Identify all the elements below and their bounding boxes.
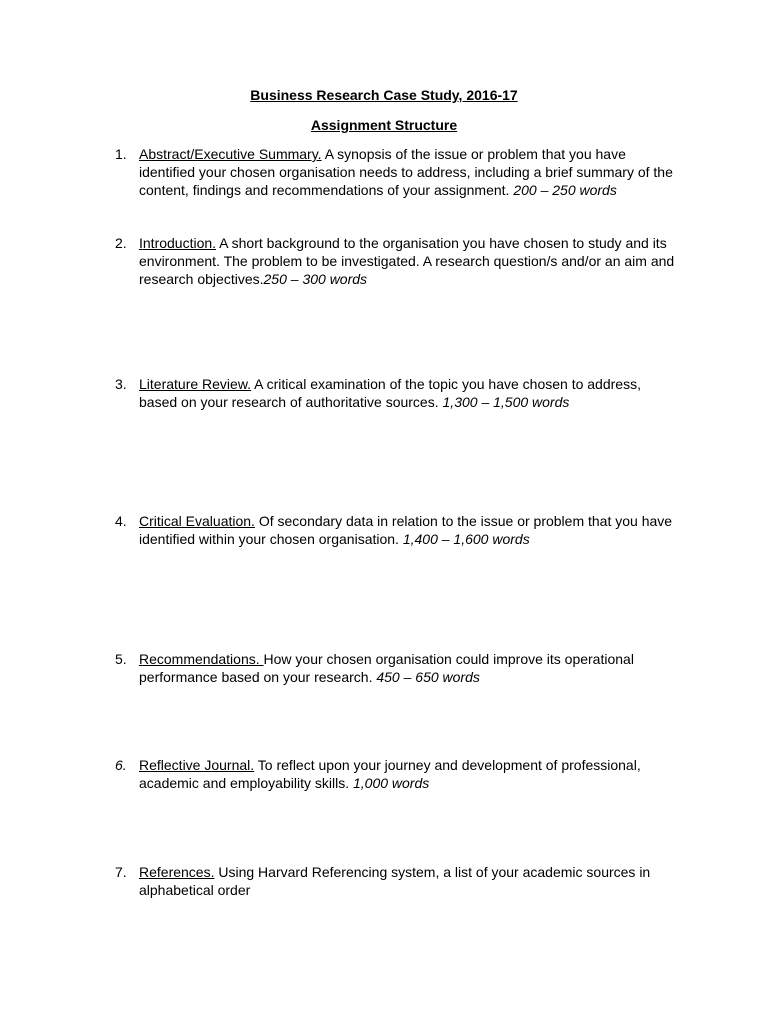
list-item-critical-evaluation	[115, 512, 675, 548]
item-body	[139, 145, 675, 199]
item-heading: Recommendations.	[139, 651, 264, 667]
item-body	[139, 756, 675, 792]
item-heading: References.	[139, 864, 215, 880]
item-text: Of secondary data in relation to the issue or problem that you have identified within your chosen organisation.	[139, 513, 673, 547]
item-word-count: 450 – 650 words	[376, 669, 480, 685]
item-number: 6.	[115, 757, 127, 773]
item-heading: Reflective Journal.	[139, 757, 255, 773]
item-text: How your chosen organisation could improve its operational performance based on your research.	[139, 651, 634, 685]
item-body	[139, 512, 675, 548]
item-number: 1.	[115, 146, 127, 162]
list-item-reflective-journal	[115, 756, 675, 792]
item-word-count: 250 – 300 words	[263, 271, 368, 287]
item-heading: Introduction.	[139, 235, 217, 251]
list-item-references	[115, 863, 675, 899]
list-item-abstract	[115, 145, 675, 199]
item-word-count: 200 – 250 words	[513, 182, 617, 198]
item-word-count: 1,300 – 1,500 words	[442, 394, 570, 410]
item-body	[139, 863, 675, 899]
item-number: 2.	[115, 235, 127, 251]
item-body	[139, 650, 675, 686]
item-body	[139, 234, 675, 288]
item-word-count: 1,000 words	[352, 775, 430, 791]
item-heading: Critical Evaluation.	[139, 513, 255, 529]
item-word-count: 1,400 – 1,600 words	[402, 531, 530, 547]
document-subtitle: Assignment Structure	[310, 117, 458, 133]
item-number: 3.	[115, 376, 127, 392]
list-item-literature-review	[115, 375, 675, 411]
item-body	[139, 375, 675, 411]
item-text: To reflect upon your journey and development of professional, academic and employability skills.	[139, 757, 641, 791]
list-item-recommendations	[115, 650, 675, 686]
item-number: 4.	[115, 513, 127, 529]
item-text: A synopsis of the issue or problem that you have identified your chosen organisation needs to address, including a brief summary of the content, findings and recommendations of your assignment.	[139, 146, 673, 198]
item-number: 7.	[115, 864, 127, 880]
item-number: 5.	[115, 651, 127, 667]
item-heading: Literature Review.	[139, 376, 252, 392]
item-heading: Abstract/Executive Summary.	[139, 146, 322, 162]
list-item-introduction	[115, 234, 675, 288]
item-text: Using Harvard Referencing system, a list of your academic sources in alphabetical order	[139, 864, 651, 898]
document-title: Business Research Case Study, 2016-17	[250, 87, 518, 103]
item-text: A short background to the organisation you have chosen to study and its environment. The problem to be investigated. A research question/s and/or an aim and research objectives.	[139, 235, 675, 287]
item-text: A critical examination of the topic you have chosen to address, based on your research of authoritative sources.	[139, 376, 641, 410]
